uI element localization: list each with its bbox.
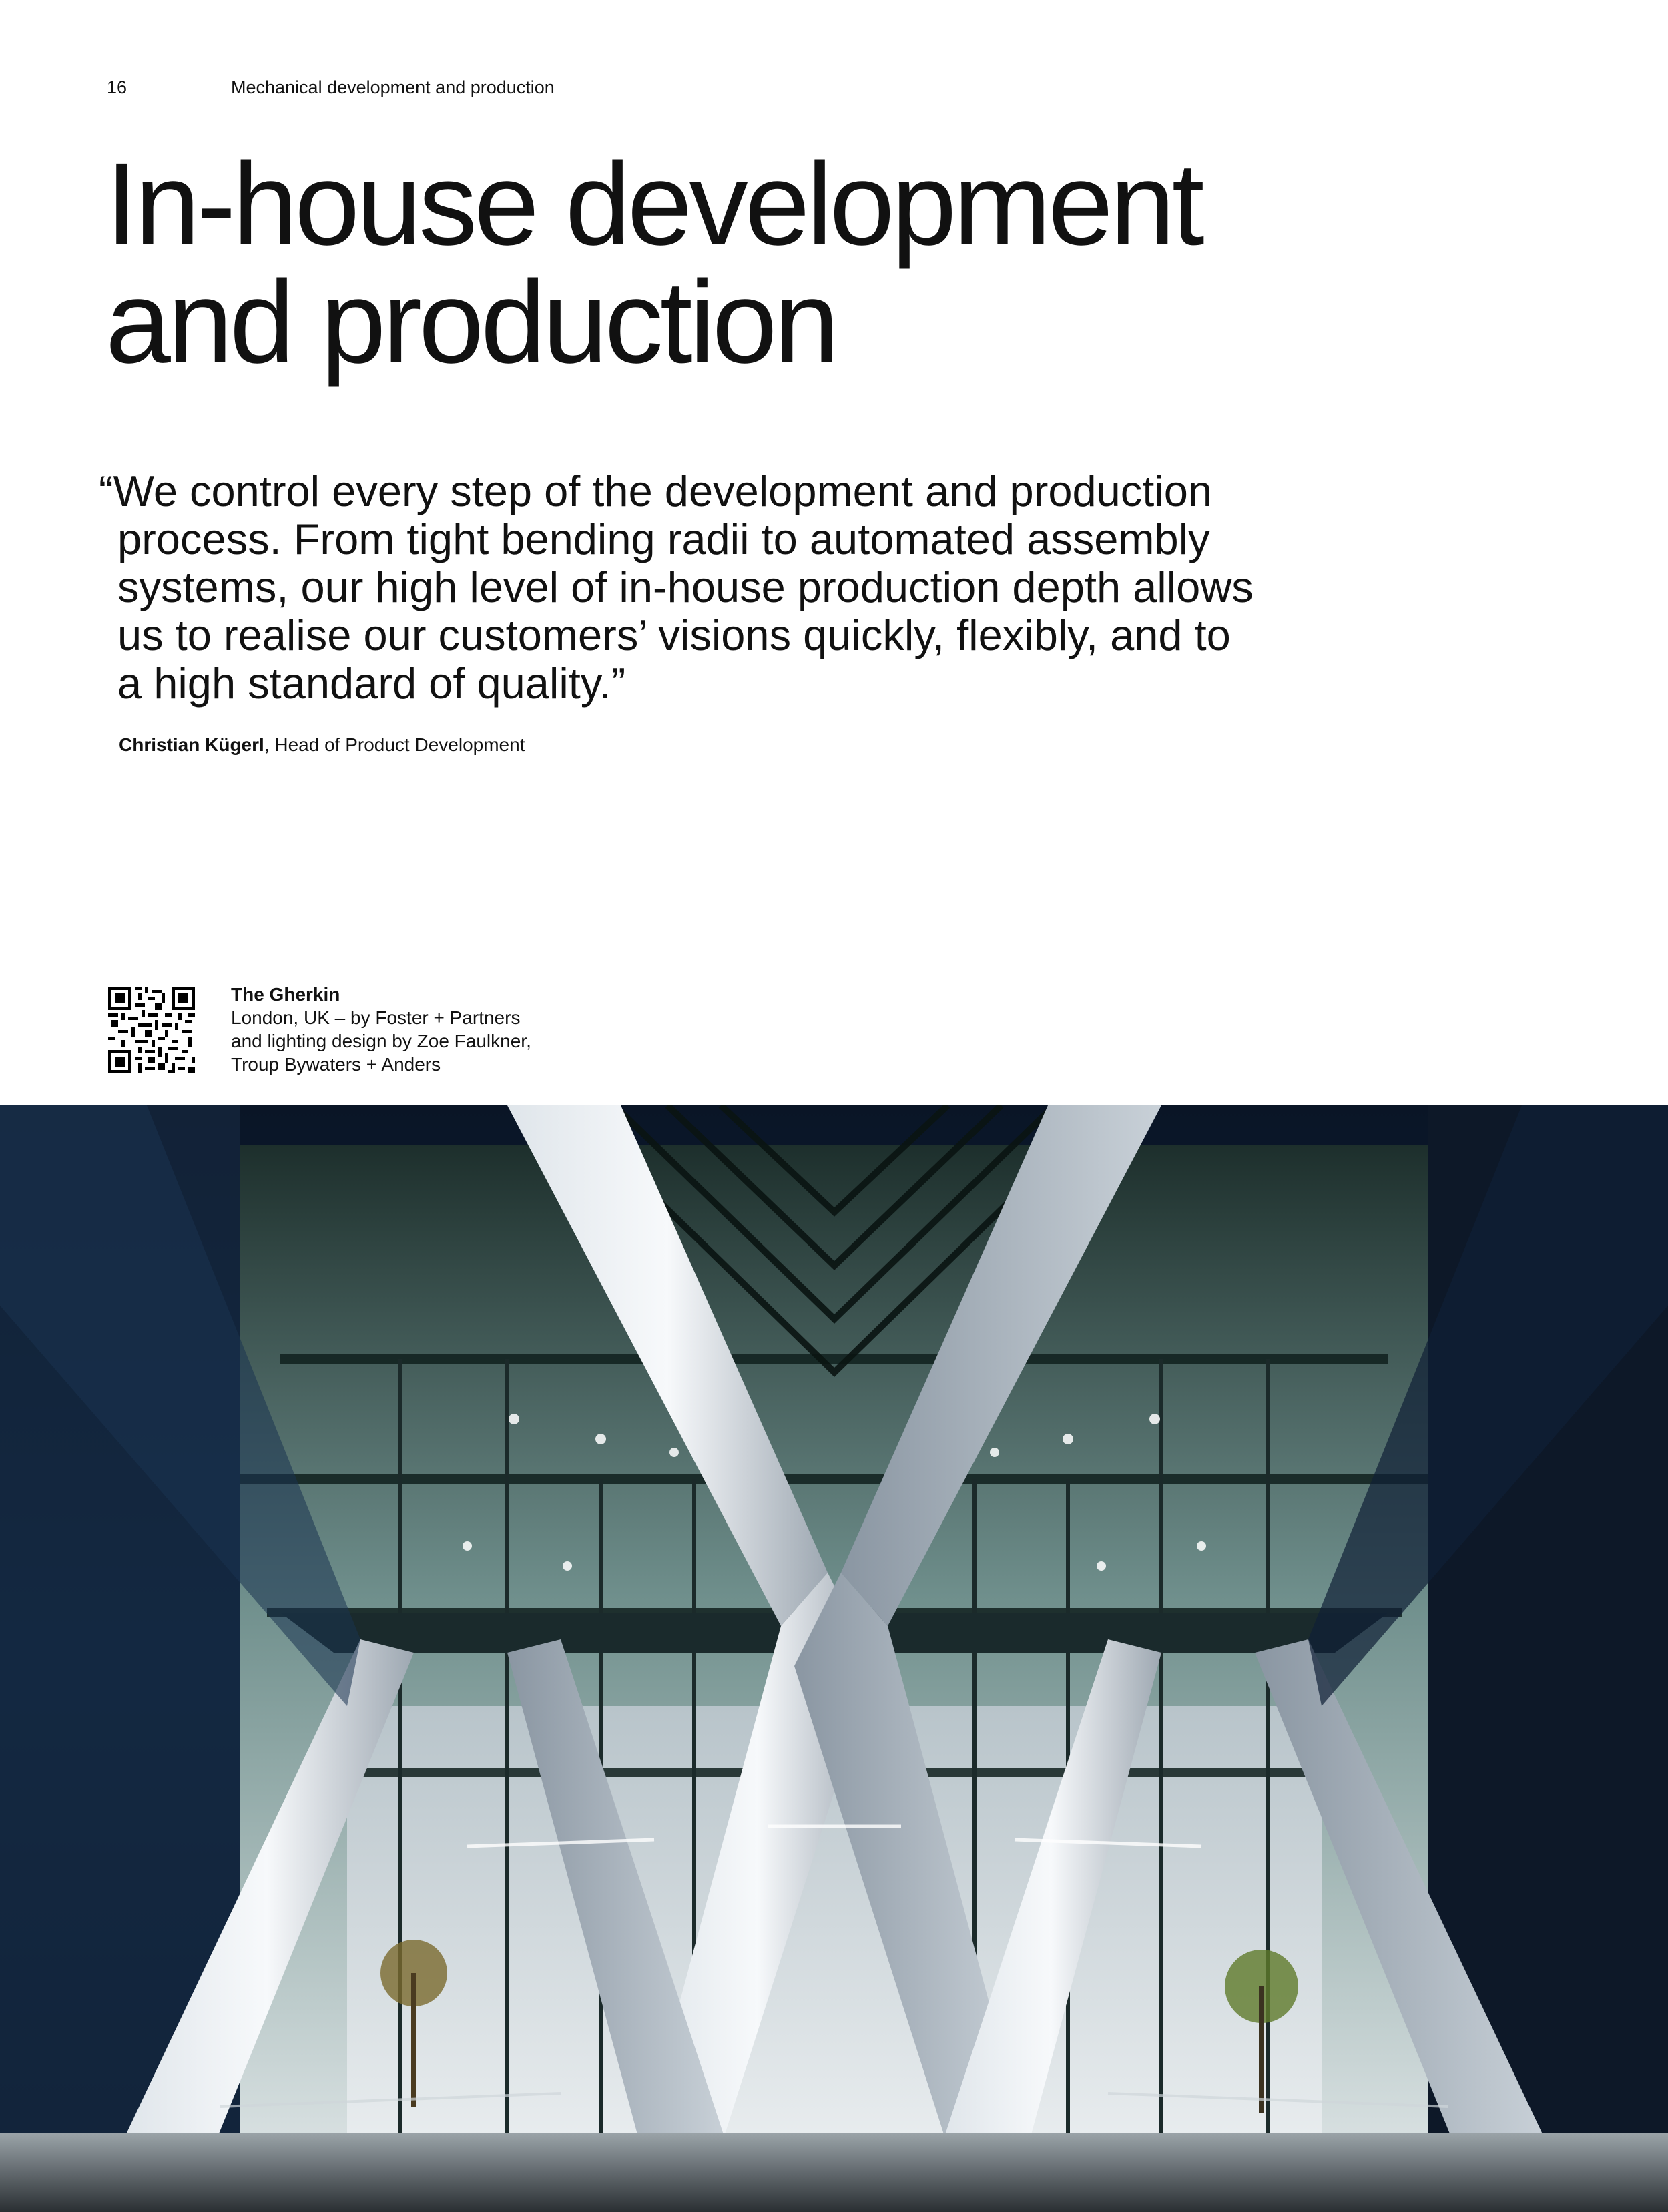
section-label: Mechanical development and production: [231, 77, 555, 97]
page-number: 16: [107, 77, 127, 97]
image-caption: [231, 983, 531, 1076]
quote-line: a high standard of quality.”: [117, 659, 626, 708]
quote-author: Christian Kügerl: [119, 734, 264, 755]
caption-line: London, UK – by Foster + Partners: [231, 1007, 521, 1028]
quote-author-role: , Head of Product Development: [264, 734, 525, 755]
title-line: and production: [105, 257, 836, 388]
caption-line: Troup Bywaters + Anders: [231, 1054, 441, 1075]
qr-code-icon[interactable]: [108, 987, 195, 1073]
caption-title: The Gherkin: [231, 984, 340, 1005]
page-title: [105, 139, 1201, 388]
quote-attribution: [119, 734, 525, 756]
quote-line: us to realise our customers’ visions quickly, flexibly, and to: [117, 611, 1231, 659]
quote-line: process. From tight bending radii to automated assembly: [117, 515, 1210, 563]
caption-line: and lighting design by Zoe Faulkner,: [231, 1031, 531, 1051]
quote-line: “We control every step of the development and production: [99, 467, 1213, 515]
quote-line: systems, our high level of in-house production depth allows: [117, 563, 1254, 611]
pull-quote: [99, 467, 1434, 708]
title-line: In-house development: [105, 139, 1201, 270]
gherkin-building-photo: [0, 1105, 1668, 2212]
